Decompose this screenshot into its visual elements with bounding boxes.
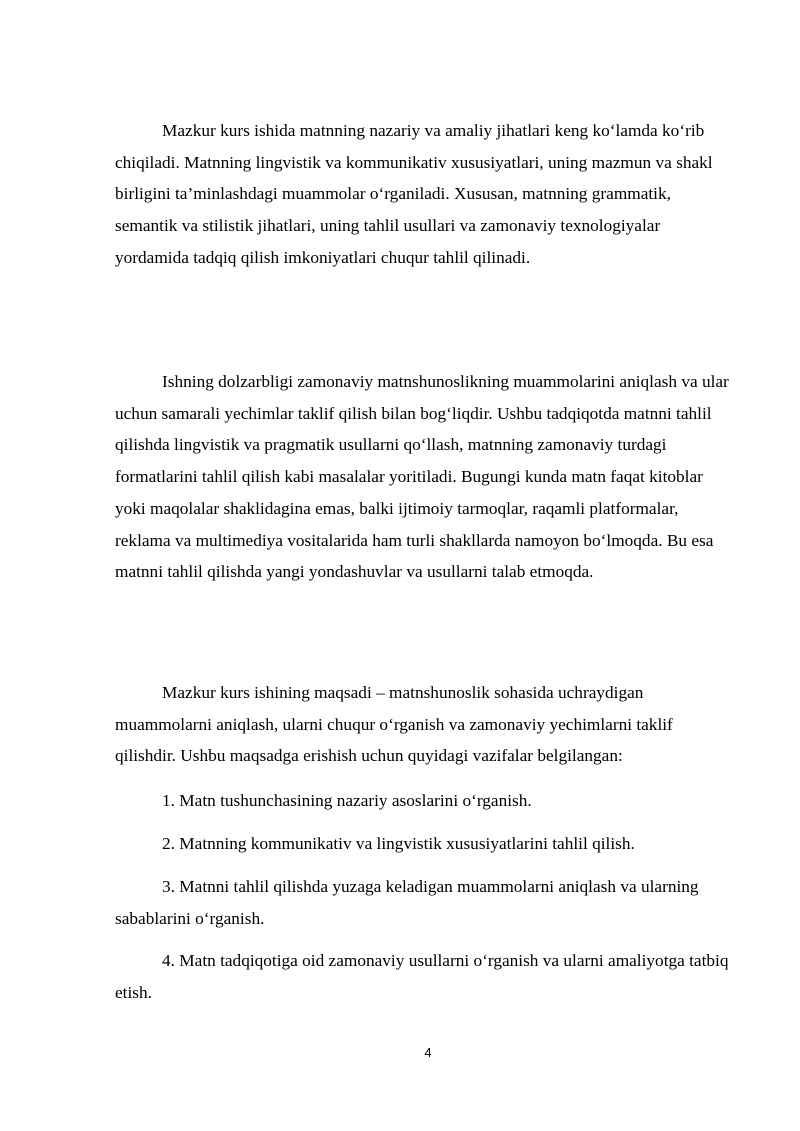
paragraph-relevance: Ishning dolzarbligi zamonaviy matnshunoslikning muammolarini aniqlash va ular uchun samarali yechimlar taklif qilish bilan bog‘liqdir. Ushbu tadqiqotda matnni tahlil qilishda lingvistik va pragmatik usullarni qo‘llash, matnning zamonaviy turdagi formatlarini tahlil qilish kabi masalalar yoritiladi. Bugungi kunda matn faqat kitoblar yoki maqolalar shaklidagina emas, balki ijtimoiy tarmoqlar, raqamli platformalar, reklama va multimediya vositalarida ham turli shakllarda namoyon bo‘lmoqda. Bu esa matnni tahlil qilishda yangi yondashuvlar va usullarni talab etmoqda. — [115, 372, 729, 582]
task-item-4: 4. Matn tadqiqotiga oid zamonaviy usullarni o‘rganish va ularni amaliyotga tatbiq etish. — [115, 951, 729, 1002]
task-item-1: 1. Matn tushunchasining nazariy asoslarini o‘rganish. — [162, 791, 532, 810]
task-item-2: 2. Matnning kommunikativ va lingvistik xususiyatlarini tahlil qilish. — [162, 834, 635, 853]
page-number: 4 — [424, 1045, 432, 1060]
paragraph-goal: Mazkur kurs ishining maqsadi – matnshunoslik sohasida uchraydigan muammolarni aniqlash, ularni chuqur o‘rganish va zamonaviy yechimlarni taklif qilishdir. Ushbu maqsadga erishish uchun quyidagi vazifalar belgilangan: — [115, 683, 673, 766]
task-item-3: 3. Matnni tahlil qilishda yuzaga keladigan muammolarni aniqlash va ularning sabablarini o‘rganish. — [115, 877, 699, 928]
paragraph-scope: Mazkur kurs ishida matnning nazariy va amaliy jihatlari keng ko‘lamda ko‘rib chiqiladi. Matnning lingvistik va kommunikativ xususiyatlari, uning mazmun va shakl birligini ta’minlashdagi muammolar o‘rganiladi. Xususan, matnning grammatik, semantik va stilistik jihatlari, uning tahlil usullari va zamonaviy texnologiyalar yordamida tadqiq qilish imkoniyatlari chuqur tahlil qilinadi. — [115, 121, 713, 267]
